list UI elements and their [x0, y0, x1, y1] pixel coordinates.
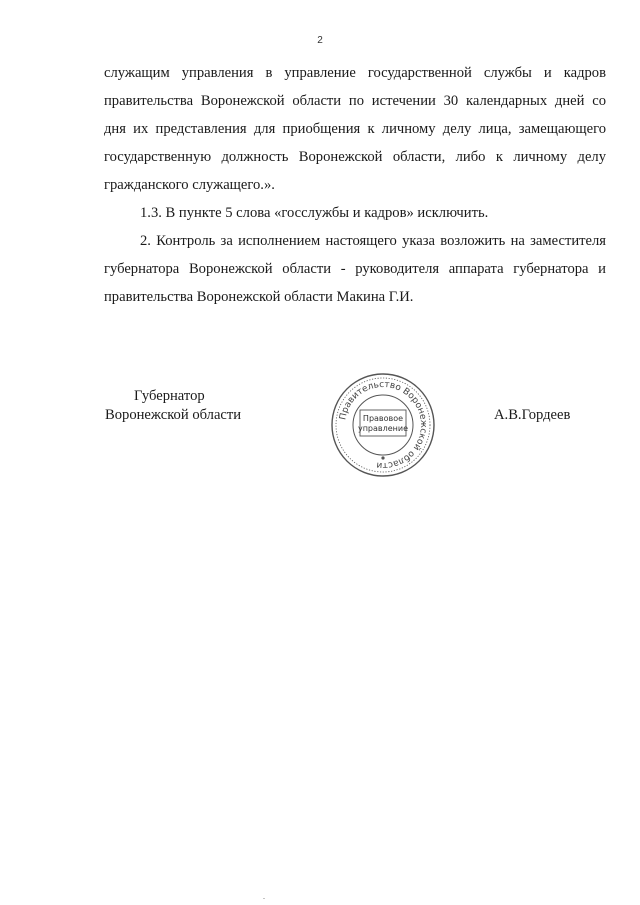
clause-2-line-2: губернатора Воронежской области - руководителя аппарата губернатора и	[104, 261, 606, 277]
body-line-2: правительства Воронежской области по истечении 30 календарных дней со	[104, 93, 606, 109]
signatory-name: А.В.Гордеев	[494, 407, 571, 423]
official-seal	[330, 372, 436, 478]
clause-1-3: 1.3. В пункте 5 слова «госслужбы и кадров» исключить.	[140, 205, 489, 221]
seal-inner-line-1: Правовое	[362, 414, 404, 423]
signatory-title: Губернатор	[134, 388, 205, 404]
clause-2-line-1: 2. Контроль за исполнением настоящего указа возложить на заместителя	[140, 233, 606, 249]
seal-ring-text: Правительство Воронежской области	[338, 379, 429, 471]
seal-dot	[381, 456, 384, 459]
body-line-4: государственную должность Воронежской области, либо к личному делу	[104, 149, 606, 165]
body-line-3: дня их представления для приобщения к личному делу лица, замещающего	[104, 121, 606, 137]
seal-inner-line-2: управление	[357, 424, 409, 433]
page-number: 2	[317, 35, 323, 46]
footer-mark: .	[263, 892, 265, 901]
body-line-1: служащим управления в управление государственной службы и кадров	[104, 65, 606, 81]
signatory-region: Воронежской области	[105, 407, 242, 423]
body-line-5: гражданского служащего.».	[104, 177, 275, 193]
clause-2-line-3: правительства Воронежской области Макина Г.И.	[104, 289, 414, 305]
